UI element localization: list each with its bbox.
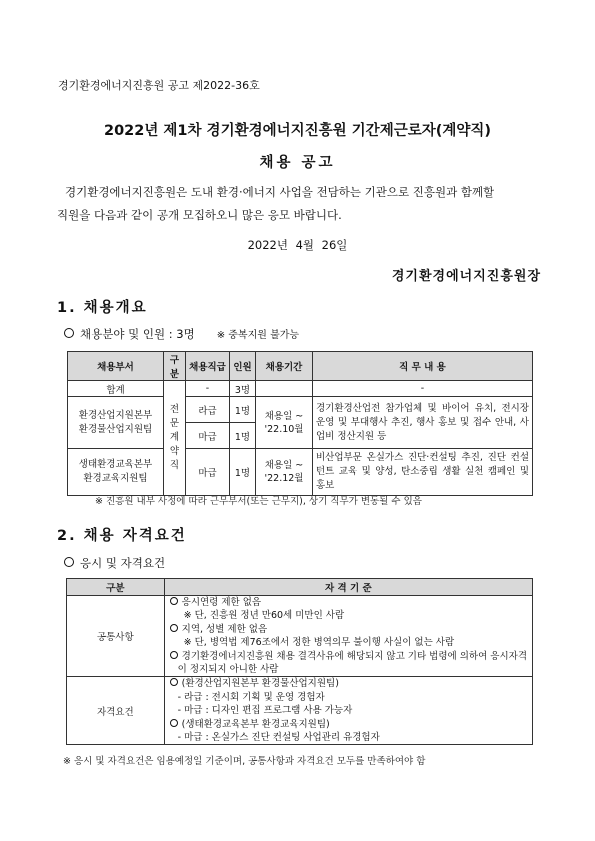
table-header-row [67,579,533,596]
section-1-bullet [64,326,299,342]
list-item: 경기환경에너지진흥원 채용 결격사유에 해당되지 않고 기타 법령에 의하여 응시자격 [170,650,527,663]
recruitment-overview-table [67,351,533,496]
notice-date: 2022년 4월 26일 [247,238,348,252]
circle-bullet-icon [64,328,74,338]
circle-bullet-icon [170,719,178,727]
list-item: - 라급 : 전시회 기획 및 운영 경험자 [177,691,325,703]
circle-bullet-icon [170,678,178,686]
grade-cell: 마급 [186,449,230,496]
list-item: (생태환경교육본부 환경교육지원팀) [170,718,527,731]
grade-cell: 라급 [186,397,230,423]
period-cell: 채용일 ~ '22.10월 [256,397,313,449]
organization-name: 경기환경에너지진흥원장 [391,269,541,284]
duty-cell: 경기환경산업전 참가업체 및 바이어 유치, 전시장 운영 및 부대행사 추진, 행사 홍보 및 접수 안내, 사업비 정산지원 등 [313,397,533,449]
header-grade: 채용직급 [186,352,230,381]
header-count: 인원 [230,352,256,381]
list-item: (환경산업지원본부 환경물산업지원팀) [170,677,527,690]
qualification-label: 자격요건 [67,677,165,745]
duplicate-note: ※ 중복지원 불가능 [216,330,300,341]
total-count: 3명 [230,381,256,397]
list-item: - 마급 : 온실가스 진단 컨설팅 사업관리 유경험자 [177,732,380,744]
intro-paragraph [57,181,545,227]
list-item: 지역, 성별 제한 없음 [170,623,527,636]
table-row [67,677,533,745]
count-cell: 1명 [230,449,256,496]
intro-line-1: 경기환경에너지진흥원은 도내 환경·에너지 사업을 전담하는 기관으로 진흥원과 함께할 [65,185,495,199]
intro-line-2: 직원을 다음과 같이 공개 모집하오니 많은 응모 바랍니다. [57,208,342,222]
list-item: - 마급 : 디자인 편집 프로그램 사용 가능자 [177,705,353,717]
total-label: 합계 [68,381,164,397]
circle-bullet-icon [170,651,178,659]
section-1-footnote: ※ 진흥원 내부 사정에 따라 근무부서(또는 근무지), 상기 직무가 변동될 수 있음 [95,496,422,507]
header-criteria: 자 격 기 준 [164,579,532,596]
page-title: 2022년 제1차 경기환경에너지진흥원 기간제근로자(계약직) [104,123,491,139]
total-grade: - [186,381,230,397]
duty-cell: 비산업부문 온실가스 진단·컨설팅 추진, 진단 컨설턴트 교육 및 양성, 탄소중립 생활 실천 캠페인 및 홍보 [313,449,533,496]
table-row [67,596,533,677]
circle-bullet-icon [170,624,178,632]
table-row-total [68,381,533,397]
total-duty: - [313,381,533,397]
section-2-bullet [64,555,165,571]
list-item: 응시연령 제한 없음 [170,596,527,609]
common-label: 공통사항 [67,596,165,677]
dept-cell: 환경산업지원본부 환경물산업지원팀 [68,397,164,449]
eligibility-text: 응시 및 자격요건 [80,556,166,570]
circle-bullet-icon [64,557,74,567]
circle-bullet-icon [170,597,178,605]
header-duty: 직 무 내 용 [313,352,533,381]
section-2-footnote: ※ 응시 및 자격요건은 임용예정일 기준이며, 공통사항과 자격요건 모두를 만족하여야 함 [63,756,426,767]
header-dept: 채용부서 [68,352,164,381]
header-category: 구분 [164,352,186,381]
section-2-heading: 2. 채용 자격요건 [57,528,187,544]
header-division: 구분 [67,579,165,596]
count-cell: 1명 [230,397,256,423]
table-row [68,397,533,423]
dept-cell: 생태환경교육본부 환경교육지원팀 [68,449,164,496]
recruitment-field-text: 채용분야 및 인원 : 3명 [80,327,195,341]
qualification-criteria-cell [164,677,532,745]
table-row [68,449,533,496]
section-1-heading: 1. 채용개요 [57,300,148,316]
table-header-row [68,352,533,381]
list-item: 이 정지되지 아니한 사람 [177,664,279,676]
list-item: ※ 단, 병역법 제76조에서 정한 병역의무 불이행 사실이 없는 사람 [183,637,455,649]
page-subtitle: 채용 공고 [259,155,336,171]
notice-number: 경기환경에너지진흥원 공고 제2022-36호 [58,79,260,92]
common-criteria-cell [164,596,532,677]
grade-cell: 마급 [186,423,230,449]
count-cell: 1명 [230,423,256,449]
eligibility-table [66,578,533,745]
header-period: 채용기간 [256,352,313,381]
period-cell: 채용일 ~ '22.12월 [256,449,313,496]
list-item: ※ 단, 진흥원 정년 만60세 미만인 사람 [183,610,345,622]
category-cell: 전 문 계 약 직 [164,381,186,496]
